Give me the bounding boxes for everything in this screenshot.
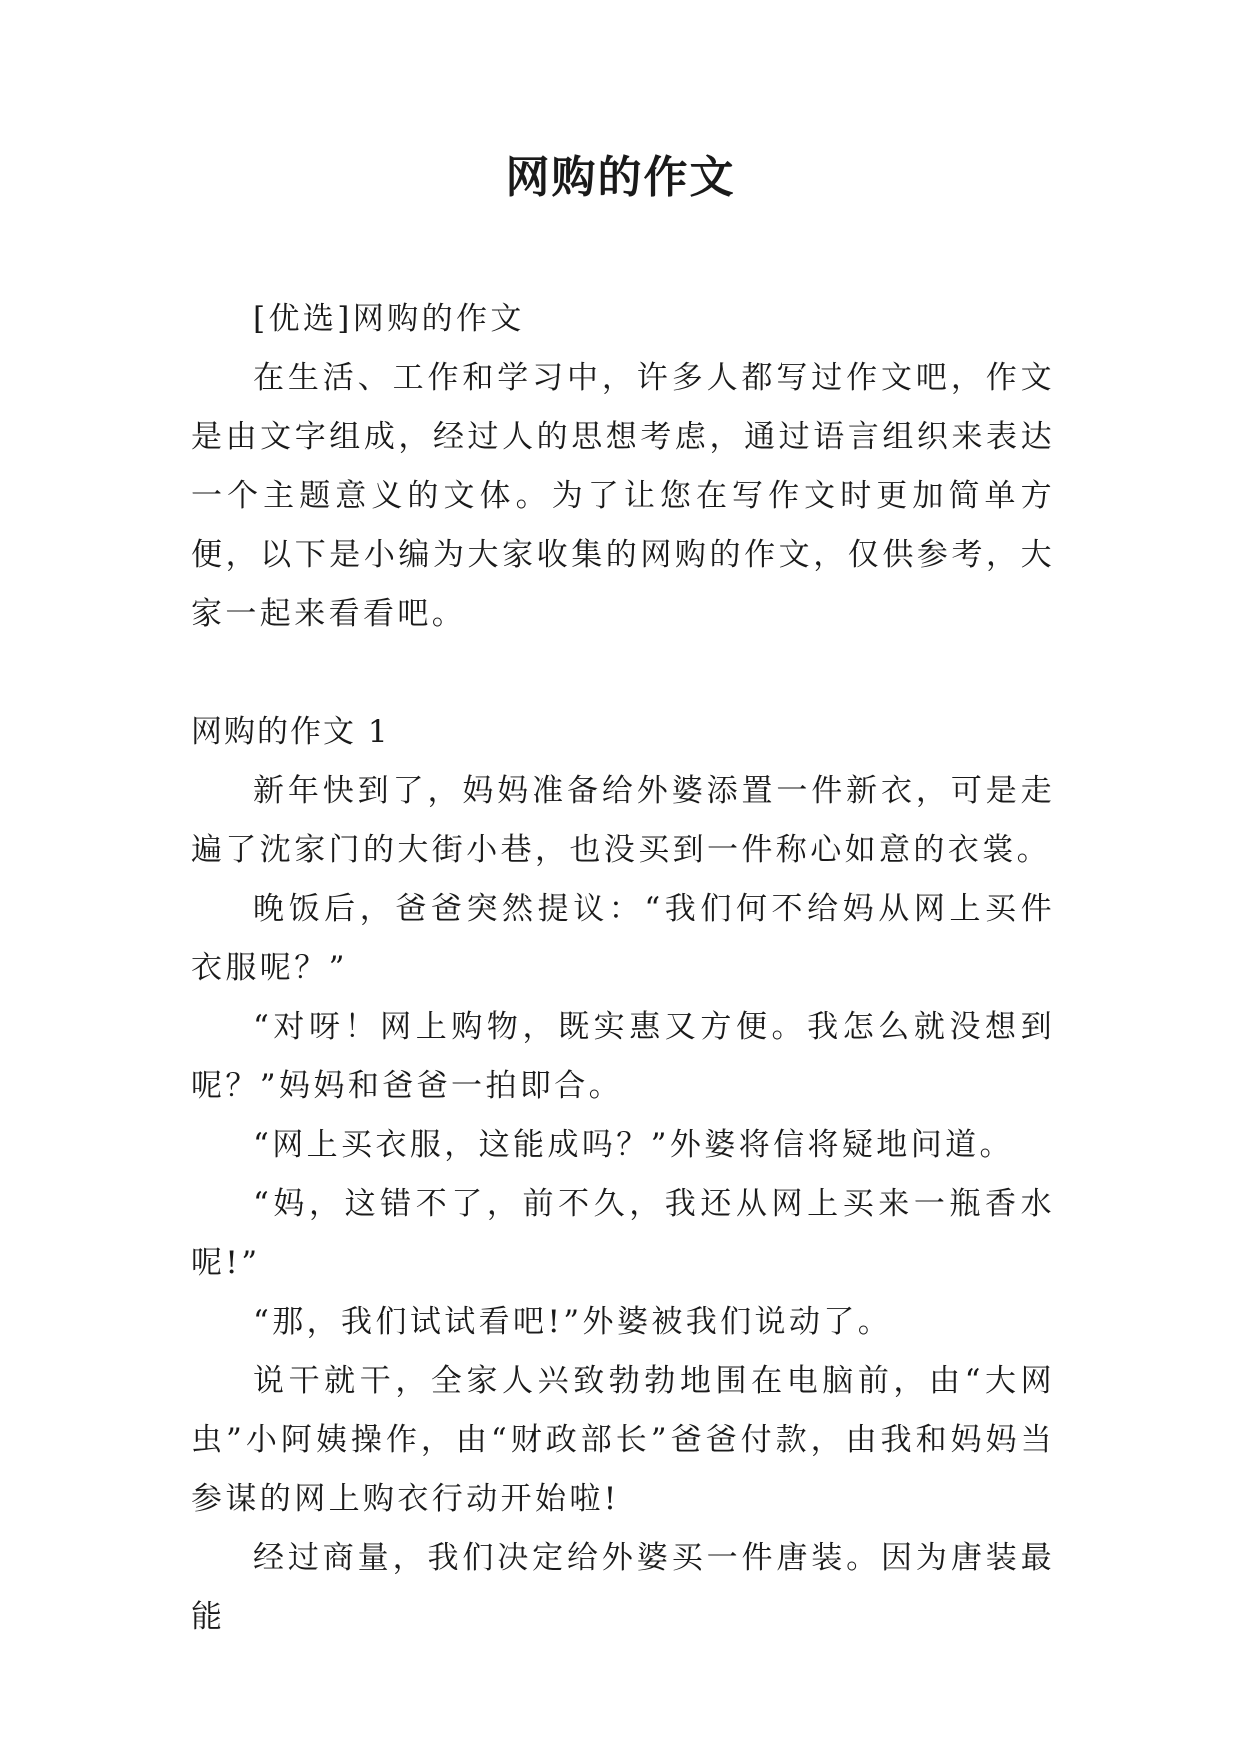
body-paragraph: 说干就干，全家人兴致勃勃地围在电脑前，由“大网虫”小阿姨操作，由“财政部长”爸爸付款，由我和妈妈当参谋的网上购衣行动开始啦! [191, 1363, 1055, 1517]
body-paragraph: 经过商量，我们决定给外婆买一件唐装。因为唐装最能 [191, 1540, 1055, 1635]
body-paragraph: 晚饭后，爸爸突然提议：“我们何不给妈从网上买件衣服呢？” [191, 891, 1055, 986]
document-title: 网购的作文 [505, 152, 736, 203]
body-paragraph: “对呀！网上购物，既实惠又方便。我怎么就没想到呢？”妈妈和爸爸一拍即合。 [191, 1009, 1055, 1104]
document-body [191, 290, 1055, 1647]
body-paragraph: “那，我们试试看吧!”外婆被我们说动了。 [253, 1304, 893, 1340]
intro-heading: [优选]网购的作文 [253, 301, 525, 337]
section-heading: 网购的作文 1 [191, 714, 390, 750]
body-paragraph: “网上买衣服，这能成吗？”外婆将信将疑地问道。 [253, 1127, 1014, 1163]
intro-paragraph: 在生活、工作和学习中，许多人都写过作文吧，作文是由文字组成，经过人的思想考虑，通过语言组织来表达一个主题意义的文体。为了让您在写作文时更加简单方便，以下是小编为大家收集的网购的作文，仅供参考，大家一起来看看吧。 [191, 360, 1055, 632]
body-paragraph: “妈，这错不了，前不久，我还从网上买来一瓶香水呢!” [191, 1186, 1055, 1281]
body-paragraph: 新年快到了，妈妈准备给外婆添置一件新衣，可是走遍了沈家门的大街小巷，也没买到一件称心如意的衣裳。 [191, 773, 1055, 868]
